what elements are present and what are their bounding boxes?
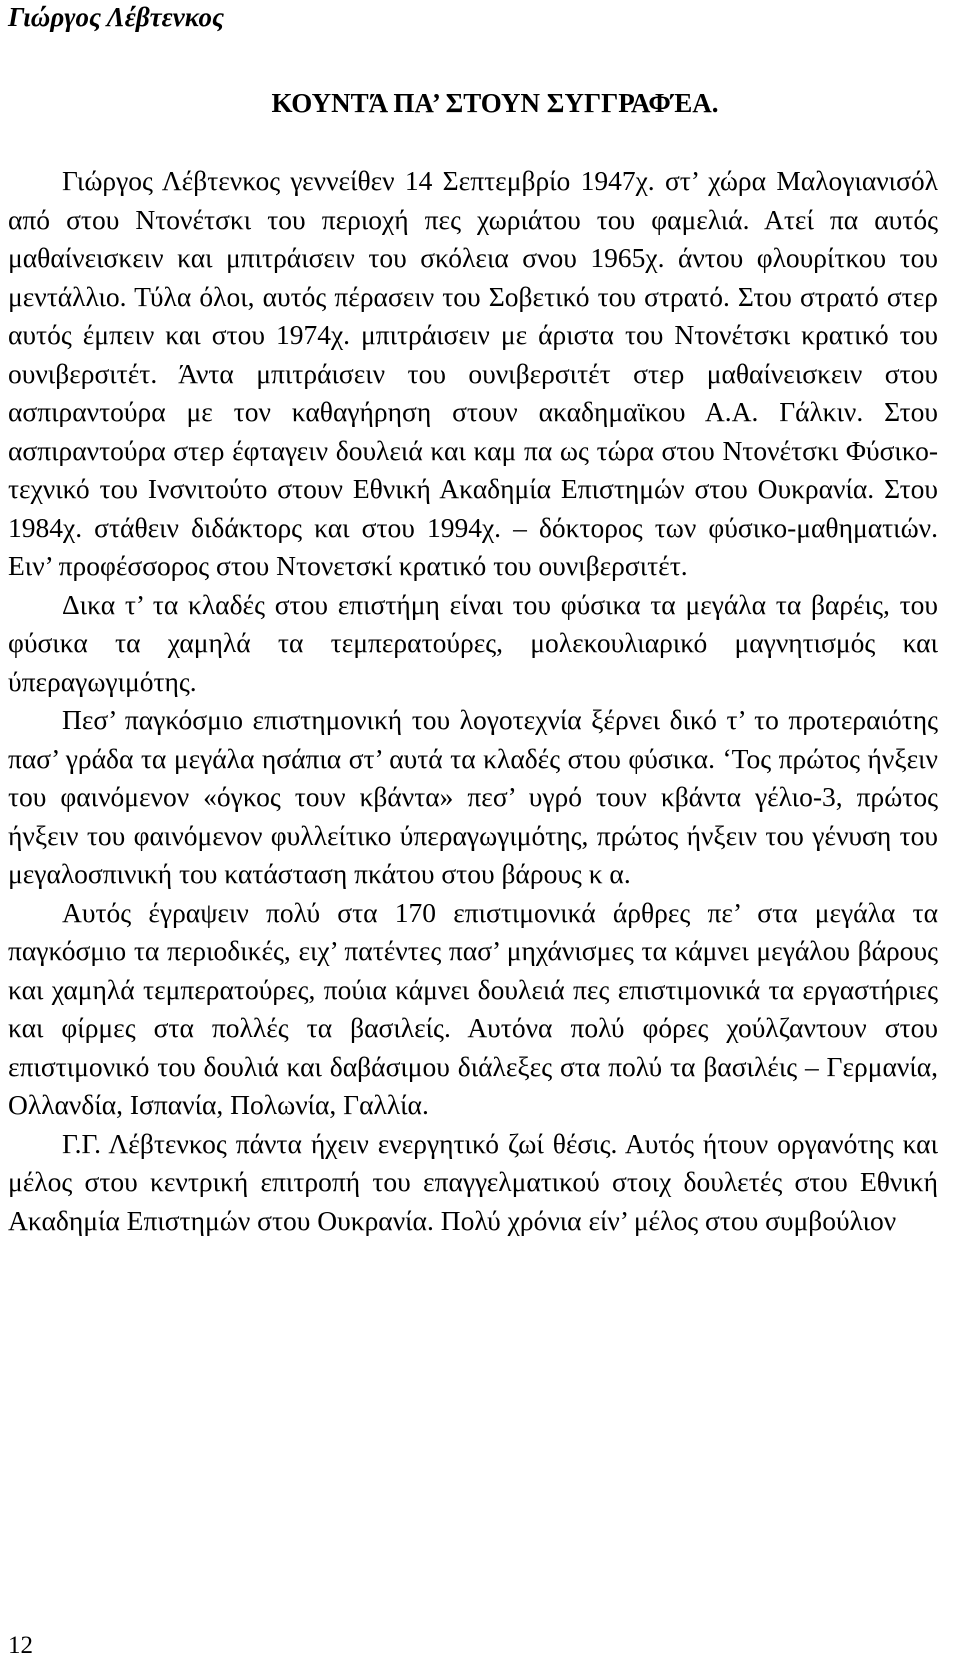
page-title: ΚΟΥΝΤΆ ΠΑ’ ΣΤΟΥΝ ΣΥΓΓΡΑΦΈΑ. <box>271 88 719 118</box>
body-text <box>8 162 938 1240</box>
paragraph-activity: Γ.Γ. Λέβτενκος πάντα ήχειν ενεργητικό ζωί θέσις. Αυτός ήτουν οργανότης και μέλος στου κεντρική επιτροπή του επαγγελματικού στοιχ δουλετές στου Εθνική Ακαδημία Επιστημών στου Ουκρανία. Πολύ χρόνια είν’ μέλος στου συμβούλιον <box>8 1127 938 1236</box>
paragraph-publications: Αυτός έγραψειν πολύ στα 170 επιστιμονικά άρθρες πε’ στα μεγάλα τα παγκόσμιο τα περιοδικές, ειχ’ πατέντες πασ’ μηχάνισμες τα κάμνει μεγάλου βάρους και χαμηλά τεμπερατούρες, πούια κάμνει δουλειά πες επιστιμονικά τα εργαστήριες και φίρμες στα πολλές τα βασιλείς. Αυτόνα πολύ φόρες χούλζαντουν στου επιστιμονικό του δουλιά και δαβάσιμου διάλεξες στα πολύ τα βασιλέις – Γερμανία, Ολλανδία, Ισπανία, Πολωνία, Γαλλία. <box>8 896 938 1120</box>
paragraph-biography: Γιώργος Λέβτενκος γεννείθεν 14 Σεπτεμβρίο 1947χ. στ’ χώρα Μαλογιανισόλ από στου Ντονέτσκι του περιοχή πες χωριάτου του φαμελιά. Ατεί πα αυτός μαθαίνεισκειν και μπιτράισειν του σκόλεια σνου 1965χ. άντου φλουρίτκου του μεντάλλιο. Τύλα όλοι, αυτός πέρασειν του Σοβετικό του στρατό. Στου στρατό στερ αυτός έμπειν και στου 1974χ. μπιτράισειν με άριστα του Ντονέτσκι κρατικό του ουνιβερσιτέτ. Άντα μπιτράισειν του ουνιβερσιτέτ στερ μαθαίνεισκειν στου ασπιραντούρα με τον καθαγήρηση στουν ακαδημαϊκου Α.Α. Γάλκιν. Στου ασπιραντούρα στερ έφταγειν δουλειά και καμ πα ως τώρα στου Ντονέτσκι Φύσικο-τεχνικό του Ινσνιτούτο στουν Εθνική Ακαδημία Επιστημών στου Ουκρανία. Στου 1984χ. στάθειν διδάκτορς και στου 1994χ. – δόκτορος των φύσικο-μαθηματιών. Ειν’ προφέσσορος στου Ντονετσκί κρατικό του ουνιβερσιτέτ. <box>8 165 938 581</box>
paragraph-research-fields: Δικα τ’ τα κλαδές στου επιστήμη είναι του φύσικα τα μεγάλα τα βαρέις, του φύσικα τα χαμηλά τα τεμπερατούρες, μολεκουλιαρικό μαγνητισμός και ύπεραγωγιμότης. <box>8 588 938 697</box>
paragraph-priority: Πεσ’ παγκόσμιο επιστημονική του λογοτεχνία ξέρνει δικό τ’ το προτεραιότης πασ’ γράδα τα μεγάλα ησάπια στ’ αυτά τα κλαδές στου φύσικα. ‘Τος πρώτος ήνξειν του φαινόμενον «όγκος τουν κβάντα» πεσ’ υγρό τουν κβάντα γέλιο-3, πρώτος ήνξειν του φαινόμενον φυλλείτικο ύπεραγωγιμότης, πρώτος ήνξειν του γένυση του μεγαλοσπινική του κατάσταση πκάτου στου βάρους κ α. <box>8 704 938 889</box>
page-number: 12 <box>8 1632 33 1659</box>
running-header-author: Γιώργος Λέβτενκος <box>8 2 225 32</box>
